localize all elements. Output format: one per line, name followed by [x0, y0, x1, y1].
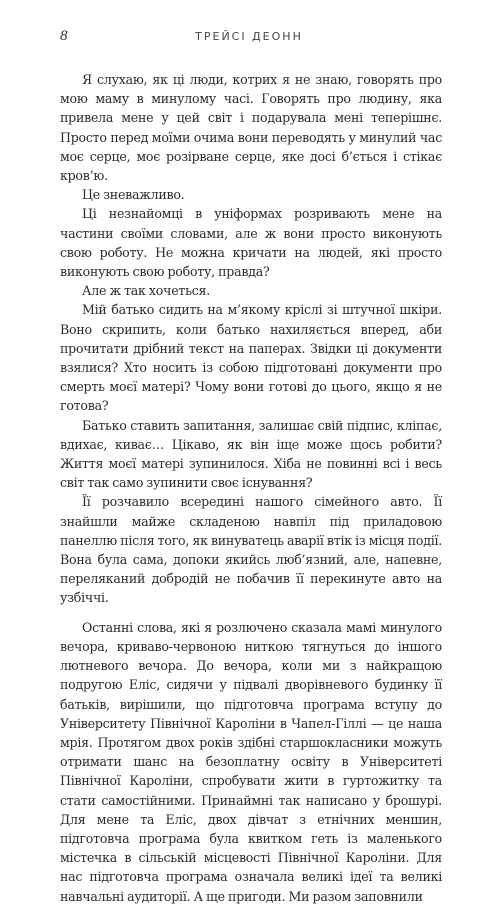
paragraph: Але ж так хочеться.: [82, 283, 210, 299]
paragraph: Це зневажливо.: [82, 187, 185, 203]
body-text: [60, 70, 442, 906]
paragraph: Останні слова, які я розлючено сказала мамі минулого вечора, криваво-червоною ниткою тягнуться до іншого лютневого вечора. До вечора, коли ми з найкращою подругою Еліс, сидячи у підвалі дворівневого будинку її батьків, вирішили, що підготовча програма вступу до Університету Північної Кароліни в Чапел-Гіллі — це наша мрія. Протягом двох років здібні старшокласники можуть отримати шанс на безоплатну освіту в Університеті Північної Кароліни, спробувати жити в гуртожитку та стати самостійними. Принаймні так написано у брошурі. Для мене та Еліс, двох дівчат з етнічних меншин, підготовча програма була квитком геть із маленького містечка в сільській місцевості Північної Кароліни. Для нас підготовча програма означала великі ідеї та великі навчальні аудиторії. А ще пригоди. Ми разом заповнили: [60, 619, 442, 904]
paragraph: Я слухаю, як ці люди, котрих я не знаю, говорять про мою маму в минулому часі. Говорять про людину, яка привела мене у цей світ і подарувала мені теперішнє. Просто перед моїми очима вони переводять у минулий час моє серце, моє розірване серце, яке досі б’ється і стікає кров’ю.: [60, 72, 442, 184]
page-number: 8: [60, 28, 68, 44]
running-head-author: ТРЕЙСІ ДЕОНН: [195, 30, 303, 43]
paragraph: Ці незнайомці в уніформах розривають мене на частини своїми словами, але ж вони просто виконують свою роботу. Не можна кричати на людей, які просто виконують свою роботу, правда?: [60, 206, 442, 280]
paragraph: Мій батько сидить на м’якому кріслі зі штучної шкіри. Воно скрипить, коли батько нахиляється вперед, аби прочитати дрібний текст на паперах. Звідки ці документи взялися? Хто носить із собою підготовані документи про смерть моєї матері? Чому вони готові до цього, якщо я не готова?: [60, 302, 442, 414]
paragraph: Її розчавило всередині нашого сімейного авто. Її знайшли майже складеною навпіл під приладовою панеллю після того, як винуватець аварії втік із місця події. Вона була сама, допоки якийсь люб’язний, але, напевне, переляканий добродій не побачив її перекинуте авто на узбіччі.: [60, 494, 443, 606]
page-header: [60, 28, 438, 48]
paragraph: Батько ставить запитання, залишає свій підпис, кліпає, вдихає, киває… Цікаво, як він іще може щось робити? Життя моєї матері зупинилося. Хіба не повинні всі і весь світ тaк само зупинити своє існування?: [60, 417, 442, 491]
